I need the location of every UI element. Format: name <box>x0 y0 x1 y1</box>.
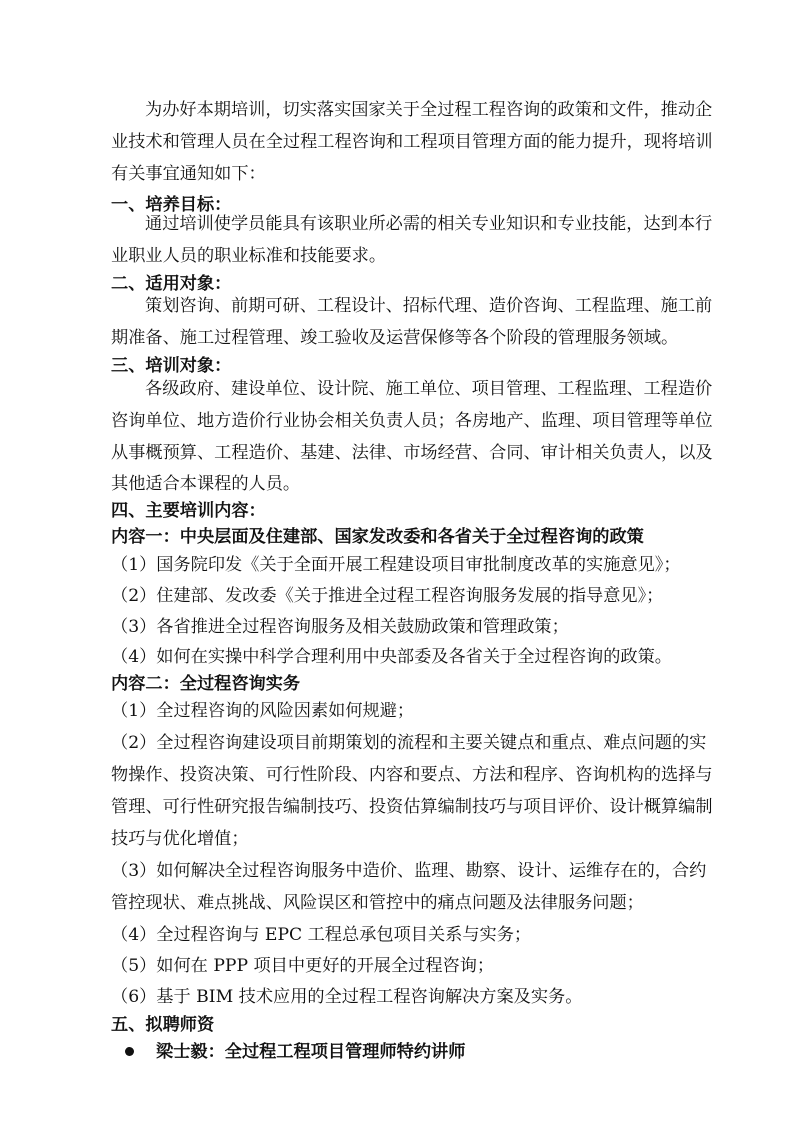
content2-item-1: （1）全过程咨询的风险因素如何规避； <box>111 701 415 721</box>
content1-title: 内容一：中央层面及住建部、国家发改委和各省关于全过程咨询的政策 <box>111 527 644 547</box>
intro-line-1: 为办好本期培训，切实落实国家关于全过程工程咨询的政策和文件，推动企 <box>145 100 713 120</box>
intro-line-3: 有关事宜通知如下： <box>111 164 266 184</box>
content2-item-3-line-2: 管控现状、难点挑战、风险误区和管控中的痛点问题及法律服务问题； <box>111 893 644 913</box>
content2-item-2-line-1: （2）全过程咨询建设项目前期策划的流程和主要关键点和重点、难点问题的实 <box>111 733 707 753</box>
content2-item-2-line-2: 物操作、投资决策、可行性阶段、内容和要点、方法和程序、咨询机构的选择与 <box>111 765 713 785</box>
lecturer-text: 梁士毅：全过程工程项目管理师特约讲师 <box>156 1042 466 1062</box>
section2-line-2: 期准备、施工过程管理、竣工验收及运营保修等各个阶段的管理服务领域。 <box>111 328 679 348</box>
section3-heading: 三、培训对象： <box>111 356 232 376</box>
content1-item-3: （3）各省推进全过程咨询服务及相关鼓励政策和管理政策； <box>111 617 569 637</box>
section3-line-2: 咨询单位、地方造价行业协会相关负责人员；各房地产、监理、项目管理等单位 <box>111 411 713 431</box>
section4-heading: 四、主要培训内容： <box>111 501 266 521</box>
content2-item-5: （5）如何在 PPP 项目中更好的开展全过程咨询； <box>111 956 495 976</box>
content2-item-3-line-1: （3）如何解决全过程咨询服务中造价、监理、勘察、设计、运维存在的，合约 <box>111 861 707 881</box>
section5-heading: 五、拟聘师资 <box>111 1015 215 1035</box>
intro-line-2: 业技术和管理人员在全过程工程咨询和工程项目管理方面的能力提升，现将培训 <box>111 132 713 152</box>
section2-line-1: 策划咨询、前期可研、工程设计、招标代理、造价咨询、工程监理、施工前 <box>145 296 713 316</box>
content2-item-4: （4）全过程咨询与 EPC 工程总承包项目关系与实务； <box>111 925 532 945</box>
section3-line-4: 其他适合本课程的人员。 <box>111 474 301 494</box>
content2-item-2-line-3: 管理、可行性研究报告编制技巧、投资估算编制技巧与项目评价、设计概算编制 <box>111 797 713 817</box>
content2-item-2-line-4: 技巧与优化增值； <box>111 829 249 849</box>
lecturer-bullet-item <box>111 1042 691 1062</box>
section2-heading: 二、适用对象： <box>111 274 232 294</box>
content2-title: 内容二：全过程咨询实务 <box>111 674 301 694</box>
section1-line-1: 通过培训使学员能具有该职业所必需的相关专业知识和专业技能，达到本行 <box>145 214 713 234</box>
content1-item-2: （2）住建部、发改委《关于推进全过程工程咨询服务发展的指导意见》； <box>111 586 664 606</box>
section3-line-3: 从事概预算、工程造价、基建、法律、市场经营、合同、审计相关负责人，以及 <box>111 443 713 463</box>
bullet-icon <box>125 1047 134 1056</box>
section1-heading: 一、培养目标： <box>111 195 232 215</box>
content1-item-4: （4）如何在实操中科学合理利用中央部委及各省关于全过程咨询的政策。 <box>111 647 672 667</box>
section3-line-1: 各级政府、建设单位、设计院、施工单位、项目管理、工程监理、工程造价 <box>145 379 713 399</box>
content2-item-6: （6）基于 BIM 技术应用的全过程工程咨询解决方案及实务。 <box>111 987 583 1007</box>
content1-item-1: （1）国务院印发《关于全面开展工程建设项目审批制度改革的实施意见》； <box>111 555 681 575</box>
section1-line-2: 业职业人员的职业标准和技能要求。 <box>111 246 387 266</box>
